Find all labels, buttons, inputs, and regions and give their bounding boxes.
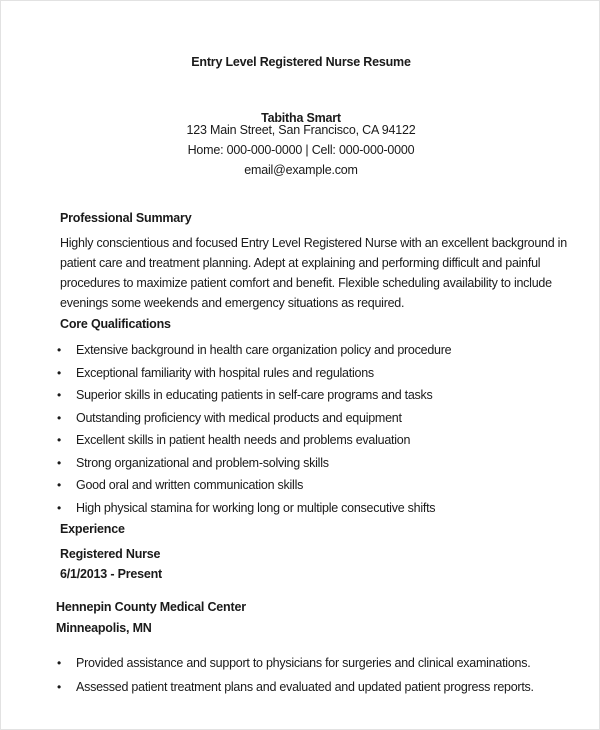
summary-line: Highly conscientious and focused Entry Level Registered Nurse with an excellent background in <box>60 236 567 250</box>
bullet-icon: • <box>57 410 61 425</box>
job-location: Minneapolis, MN <box>56 621 152 635</box>
section-heading-summary: Professional Summary <box>60 211 192 225</box>
phone-line: Home: 000-000-0000 | Cell: 000-000-0000 <box>187 143 415 157</box>
list-item: • Extensive background in health care organization policy and procedure <box>57 343 452 357</box>
list-item: • Good oral and written communication skills <box>57 478 304 492</box>
list-item: • Strong organizational and problem-solving skills <box>57 455 329 470</box>
list-item: • Outstanding proficiency with medical products and equipment <box>57 410 402 425</box>
summary-paragraph <box>60 233 567 313</box>
bullet-icon: • <box>57 455 61 470</box>
summary-line: patient care and treatment planning. Adept at explaining and performing difficult and painful <box>60 256 541 270</box>
job-duties-list <box>57 656 577 704</box>
address-line: 123 Main Street, San Francisco, CA 94122 <box>186 123 416 137</box>
job-dates: 6/1/2013 - Present <box>60 567 163 581</box>
bullet-icon: • <box>57 500 61 515</box>
bullet-icon: • <box>57 478 61 492</box>
list-item: • Superior skills in educating patients in self-care programs and tasks <box>57 388 433 402</box>
bullet-icon: • <box>57 656 61 670</box>
candidate-name: Tabitha Smart <box>261 111 341 125</box>
section-heading-qualifications: Core Qualifications <box>60 317 171 331</box>
document-title: Entry Level Registered Nurse Resume <box>191 55 411 69</box>
job-employer: Hennepin County Medical Center <box>56 600 246 614</box>
list-item: • Excellent skills in patient health needs and problems evaluation <box>57 433 411 447</box>
job-position: Registered Nurse <box>60 547 161 561</box>
email-line: email@example.com <box>244 163 358 177</box>
list-item: • Provided assistance and support to physicians for surgeries and clinical examinations. <box>57 656 531 670</box>
bullet-icon: • <box>57 365 61 380</box>
list-item: • High physical stamina for working long or multiple consecutive shifts <box>57 500 436 515</box>
bullet-icon: • <box>57 433 61 447</box>
list-item: • Assessed patient treatment plans and evaluated and updated patient progress reports. <box>57 680 534 694</box>
summary-line: procedures to maximize patient comfort and benefit. Flexible scheduling availability to include <box>60 276 552 290</box>
section-heading-experience: Experience <box>60 522 125 536</box>
bullet-icon: • <box>57 343 61 357</box>
bullet-icon: • <box>57 680 61 694</box>
summary-line: evenings some weekends and emergency situations as required. <box>60 296 405 310</box>
list-item: • Exceptional familiarity with hospital rules and regulations <box>57 365 374 380</box>
bullet-icon: • <box>57 388 61 402</box>
qualifications-list <box>57 343 577 523</box>
